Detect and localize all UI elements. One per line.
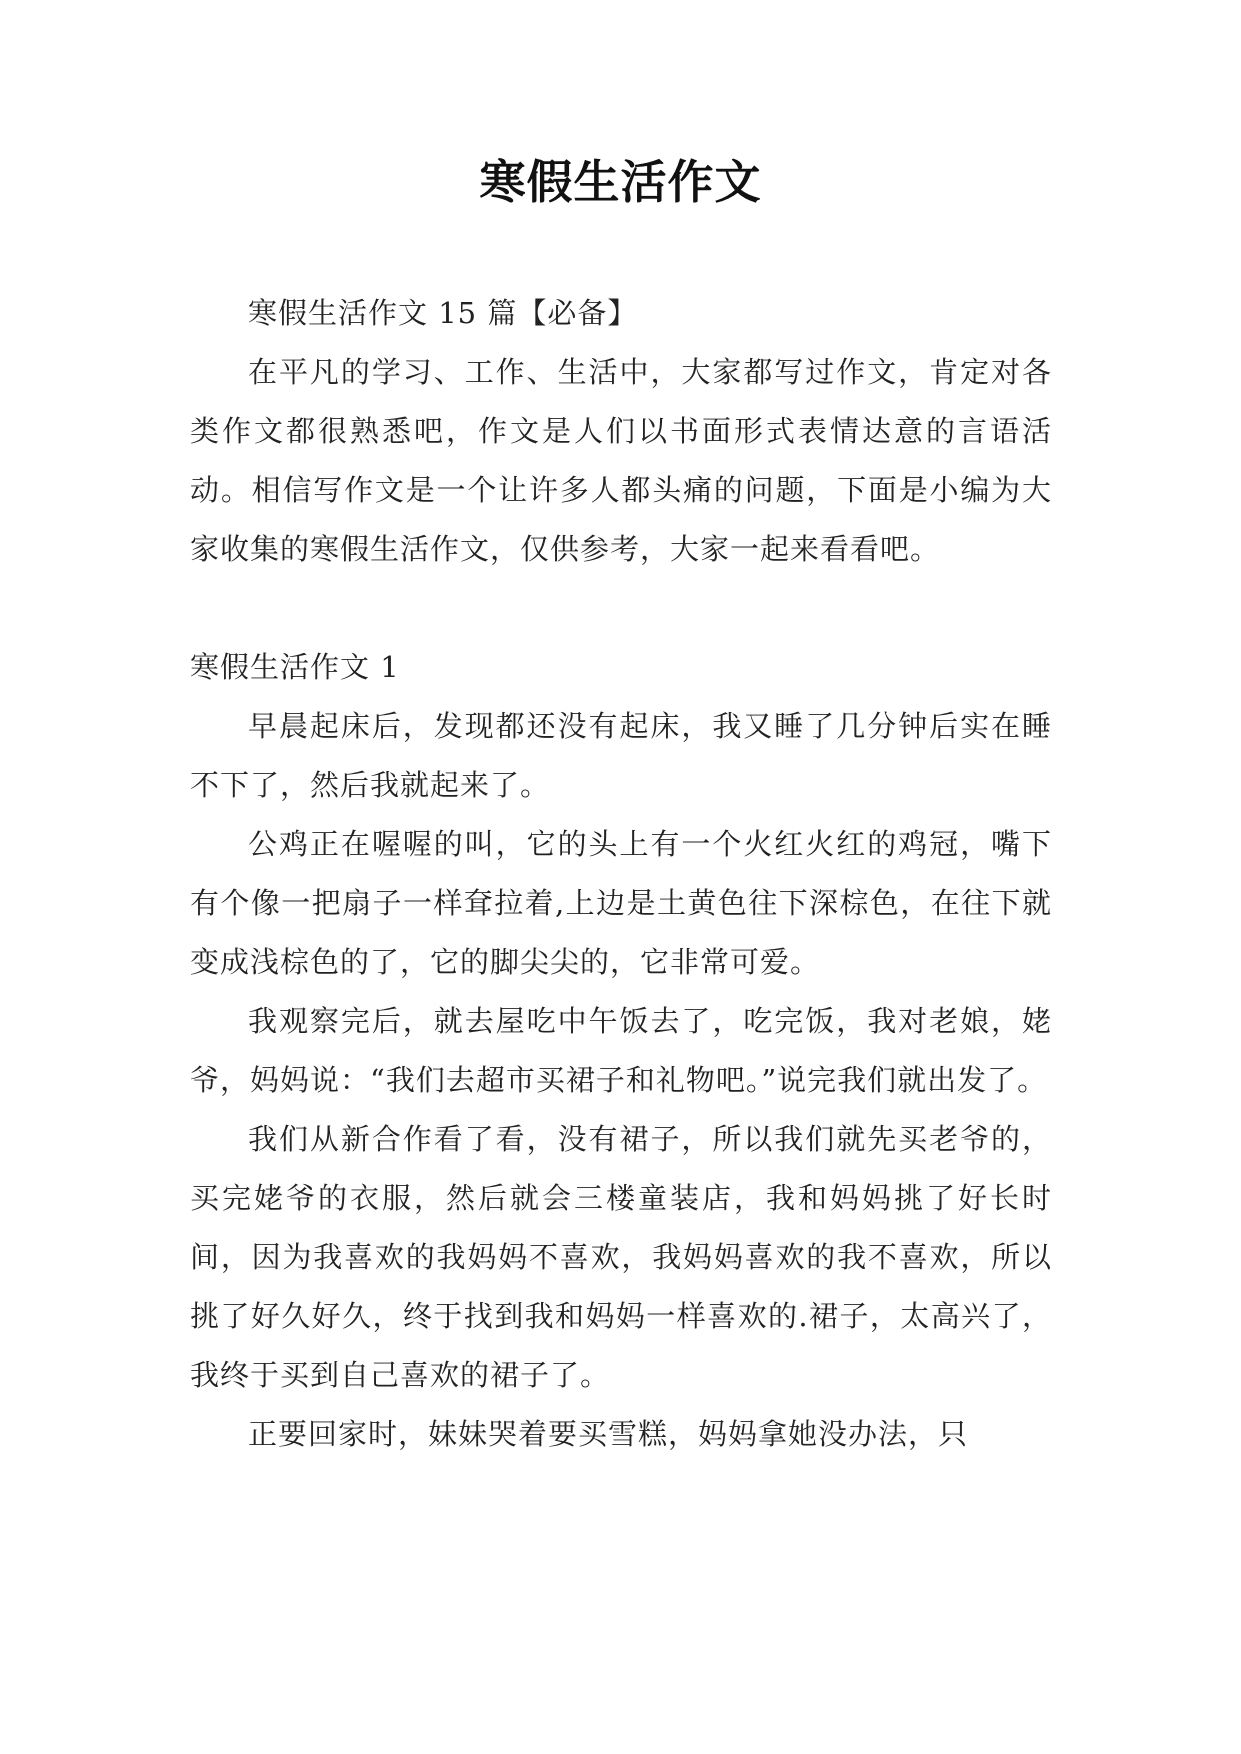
intro-paragraph: 在平凡的学习、工作、生活中，大家都写过作文，肯定对各类作文都很熟悉吧，作文是人们以书面形式表情达意的言语活动。相信写作文是一个让许多人都头痛的问题，下面是小编为大家收集的寒假生活作文，仅供参考，大家一起来看看吧。 (190, 355, 1052, 566)
body-paragraph-5: 正要回家时，妹妹哭着要买雪糕，妈妈拿她没办法，只 (248, 1417, 969, 1451)
paragraph-gap (190, 579, 1052, 638)
section-heading: 寒假生活作文 1 (190, 650, 400, 684)
document-title: 寒假生活作文 (479, 155, 762, 209)
body-paragraph-3: 我观察完后，就去屋吃中午饭去了，吃完饭，我对老娘，姥爷，妈妈说：“我们去超市买裙子和礼物吧。”说完我们就出发了。 (190, 1004, 1052, 1097)
body-paragraph-4: 我们从新合作看了看，没有裙子，所以我们就先买老爷的，买完姥爷的衣服，然后就会三楼童装店，我和妈妈挑了好长时间，因为我喜欢的我妈妈不喜欢，我妈妈喜欢的我不喜欢，所以挑了好久好久，终于找到我和妈妈一样喜欢的.裙子，太高兴了，我终于买到自己喜欢的裙子了。 (190, 1122, 1052, 1392)
document-body (190, 284, 1052, 1464)
body-paragraph-1: 早晨起床后，发现都还没有起床，我又睡了几分钟后实在睡不下了，然后我就起来了。 (190, 709, 1052, 802)
body-paragraph-2: 公鸡正在喔喔的叫，它的头上有一个火红火红的鸡冠，嘴下有个像一把扇子一样耷拉着,上边是土黄色往下深棕色，在往下就变成浅棕色的了，它的脚尖尖的，它非常可爱。 (190, 827, 1052, 979)
document-subtitle: 寒假生活作文 15 篇【必备】 (248, 296, 638, 330)
